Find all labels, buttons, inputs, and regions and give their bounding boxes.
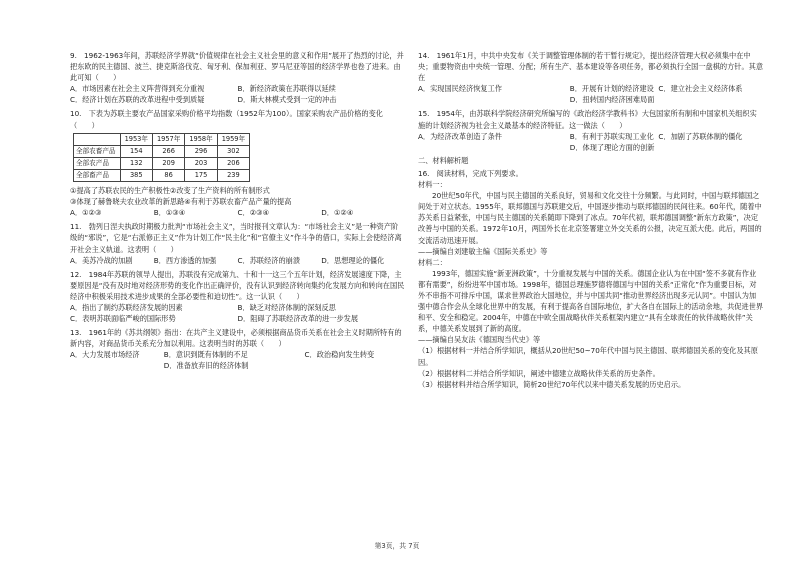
table-cell: 全部农产品 — [74, 157, 121, 169]
section-heading: 二、材料解析题 — [418, 155, 469, 165]
option-b[interactable]: B．西方渗透的加强 — [153, 255, 217, 265]
material-2-title: 材料二： — [418, 257, 447, 267]
table-cell: 全部农畜产品 — [74, 145, 121, 157]
table-cell: 132 — [120, 157, 152, 169]
option-b[interactable]: B．新经济政策在苏联得以延续 — [237, 84, 336, 94]
table-cell: 203 — [185, 157, 217, 169]
option-b[interactable]: B．意识到既有体制的不足 — [163, 350, 248, 360]
option-b-c — [570, 83, 763, 94]
option-c[interactable]: C．②③④ — [237, 208, 270, 218]
question-13-stem: 13. 1961年的《苏共纲领》指出：在共产主义建设中，必须根据商品货币关系在社会主义时期所特有的新内容，对商品货币关系充分加以利用。这表明当时的苏联（ ） — [70, 328, 402, 349]
option-a[interactable]: A．美苏冷战的加剧 — [70, 255, 133, 265]
table-header-cell: 1957年 — [152, 133, 184, 145]
option-c[interactable]: C．建立社会主义经济体系 — [658, 84, 743, 94]
question-14-options-row2 — [418, 94, 763, 105]
option-d[interactable]: D．斯大林模式受到一定的冲击 — [237, 95, 337, 105]
table-cell: 385 — [120, 169, 152, 181]
question-16-stem: 16. 阅读材料，完成下列要求。 — [418, 168, 523, 178]
question-9-stem: 9. 1962-1963年间，苏联经济学界就“价值规律在社会主义社会里的意义和作用”展开了热烈的讨论，并把东欧的民主德国、波兰、捷克斯洛伐克、匈牙利、保加利亚、罗马尼亚等国的经济学界也卷了进来。由此可知（ ） — [70, 51, 404, 83]
table-header-cell: 1959年 — [217, 133, 249, 145]
table-cell: 296 — [185, 145, 217, 157]
question-11-options — [70, 255, 405, 266]
price-index-table — [73, 133, 250, 182]
option-c[interactable]: C．表明苏联面临严峻的国际形势 — [70, 314, 176, 324]
table-header-row — [74, 133, 250, 145]
question-12-options-row2 — [70, 313, 405, 324]
table-cell: 全部畜产品 — [74, 169, 121, 181]
question-9-options-row2 — [70, 94, 405, 105]
table-header-cell — [74, 133, 121, 145]
option-d[interactable]: D．①②④ — [321, 208, 354, 218]
option-a[interactable]: A．大力发展市场经济 — [70, 350, 140, 360]
material-2-source: ——摘编自吴友法《德国现当代史》等 — [418, 335, 541, 345]
question-13-options — [70, 349, 405, 360]
option-c[interactable]: C．政治稳向发生转变 — [304, 350, 375, 360]
question-15-options — [418, 131, 763, 142]
page-number: 第3页，共 7页 — [374, 542, 420, 550]
option-c[interactable]: C．加剧了苏联体制的僵化 — [658, 131, 743, 141]
option-d[interactable]: D．思想理论的僵化 — [321, 255, 385, 265]
option-d[interactable]: D．体现了理论方面的创新 — [569, 142, 655, 152]
option-a[interactable]: A．为经济改革创造了条件 — [418, 131, 502, 141]
option-a[interactable]: A．市场因素在社会主义阵营得到充分重视 — [70, 84, 205, 94]
material-1-text: 20世纪50年代，中国与民主德国的关系良好，贸易和文化交往十分频繁。与此同时，中国与联邦德国之间处于对立状态。1955年，联邦德国与苏联建交后，中国逐步推动与联邦德国的民间往来。60年代，随着中苏关系日益紧张，中国与民主德国的关系随即下降到了冰点。70年代初，联邦德国调整“新东方政策”，决定改善与中国的关系。1972年10月，两国外长在北京签署建立外交关系的公报，决定互派大使。此后，两国的交流活动迅速开展。 — [418, 191, 762, 245]
option-a[interactable]: A．①②③ — [70, 208, 102, 218]
option-b[interactable]: B．①③④ — [153, 208, 186, 218]
question-11-stem: 11. 勃列日涅夫执政时期极力批判“市场社会主义”，当时报刊文章认为：“市场社会主义”是一种资产阶级的“邪说”，它是“右派修正主义”作为计划工作“民主化”和“官僚主义”作斗争的借口，实际上会使经济离开社会主义轨道。这表明（ ） — [70, 222, 402, 254]
question-12-options — [70, 302, 405, 313]
table-cell: 175 — [185, 169, 217, 181]
table-header-cell: 1953年 — [120, 133, 152, 145]
option-d[interactable]: D．阻碍了苏联经济改革的进一步发展 — [237, 314, 359, 324]
option-c[interactable]: C．苏联经济的崩溃 — [237, 255, 301, 265]
question-9-options — [70, 83, 405, 94]
table-header-cell: 1958年 — [185, 133, 217, 145]
option-a[interactable]: A．实现国民经济恢复工作 — [418, 84, 502, 94]
table-row — [74, 157, 250, 169]
question-10-item-2: ③体现了赫鲁晓夫农业改革的新思路④有利于苏联农畜产品产量的提高 — [70, 197, 292, 207]
left-column — [70, 50, 405, 372]
option-b[interactable]: B．缺乏对经济体制的深刻反思 — [237, 302, 336, 312]
right-column — [418, 50, 763, 390]
table-row — [74, 169, 250, 181]
question-10-stem: 10. 下表为苏联主要农产品国家采购价格平均指数（1952年为100）。国家采购农产品价格的变化（ ） — [70, 109, 383, 130]
requirement-1: （1）根据材料一并结合所学知识，概括从20世纪50~70年代中国与民主德国、联邦德国关系的变化及其原因。 — [418, 346, 758, 367]
table-cell: 206 — [217, 157, 249, 169]
material-1-title: 材料一： — [418, 180, 447, 190]
question-13-options-row2 — [70, 360, 405, 371]
table-cell: 302 — [217, 145, 249, 157]
option-b-c — [570, 131, 763, 142]
option-c[interactable]: C．经济计划在苏联的改革进程中受到质疑 — [70, 95, 205, 105]
requirement-2: （2）根据材料二并结合所学知识，阐述中德建立战略伙伴关系的历史条件。 — [418, 368, 660, 378]
table-cell: 86 — [152, 169, 184, 181]
option-a[interactable]: A．指出了制约苏联经济发展的因素 — [70, 302, 183, 312]
question-15-options-row2 — [418, 142, 763, 153]
table-cell: 209 — [152, 157, 184, 169]
option-b[interactable]: B．开展有计划的经济建设 — [569, 84, 654, 94]
table-cell: 239 — [217, 169, 249, 181]
question-12-stem: 12. 1984年苏联的领导人提出，苏联没有完成第九、十和十一这三个五年计划，经济发展速度下降，主要原因是“没有及时地对经济形势的变化作出正确评价，没有认识到经济转向集约化发展方向和转向在国民经济中积极采用技术进步成果的全部必要性和迫切性”。这一认识（ ） — [70, 269, 405, 301]
question-10-item-1: ①提高了苏联农民的生产积极性②改变了生产资料的所有制形式 — [70, 186, 270, 196]
question-10-options — [70, 207, 405, 218]
table-row — [74, 145, 250, 157]
option-b[interactable]: B．有利于苏联实现工业化 — [569, 131, 654, 141]
table-cell: 266 — [152, 145, 184, 157]
material-2-text: 1993年，德国实施“新亚洲政策”，十分重视发展与中国的关系。德国企业认为在中国“签不多就有作业都有需要”，纷纷进军中国市场。1998年，德国总理施罗德将德国与中国的关系“正常化”作为重要目标，对外不串指不可排斥中国，谋求世界政治大国地位，并与中国共同“推动世界经济出现多元认同”。中国认为加强中德合作会从全球化世界中的发展，有利于提高各自国际地位，扩大各自在国际上的活动余地，共促进世界和平、安全和稳定。2004年，中德在中欧全面战略伙伴关系框架内建立“具有全球责任的伙伴战略伙伴”关系，中德关系发展到了新的高度。 — [418, 268, 764, 334]
requirement-3: （3）根据材料并结合所学知识，简析20世纪70年代以来中德关系发展的历史启示。 — [418, 379, 686, 389]
option-d[interactable]: D．准备放弃旧的经济体制 — [163, 361, 249, 371]
table-cell: 154 — [120, 145, 152, 157]
question-14-stem: 14. 1961年1月，中共中央发布《关于调整管理体制的若干暂行规定》，提出经济管理大权必须集中在中央；重要物资由中央统一管理、分配；所有生产、基本建设等各项任务，都必须执行全国一盘棋的方针。其意在 — [418, 51, 764, 83]
option-d[interactable]: D．扭转国内经济困难局面 — [569, 95, 655, 105]
question-14-options — [418, 83, 763, 94]
material-1-source: ——摘编自刘建敏主编《国际关系史》等 — [418, 246, 548, 256]
question-15-stem: 15. 1954年，由苏联科学院经济研究所编写的《政治经济学教科书》大包国家所有制和中国家机关组织实施的计划经济视为社会主义最基本的经济特征。这一做法（ ） — [418, 109, 757, 130]
